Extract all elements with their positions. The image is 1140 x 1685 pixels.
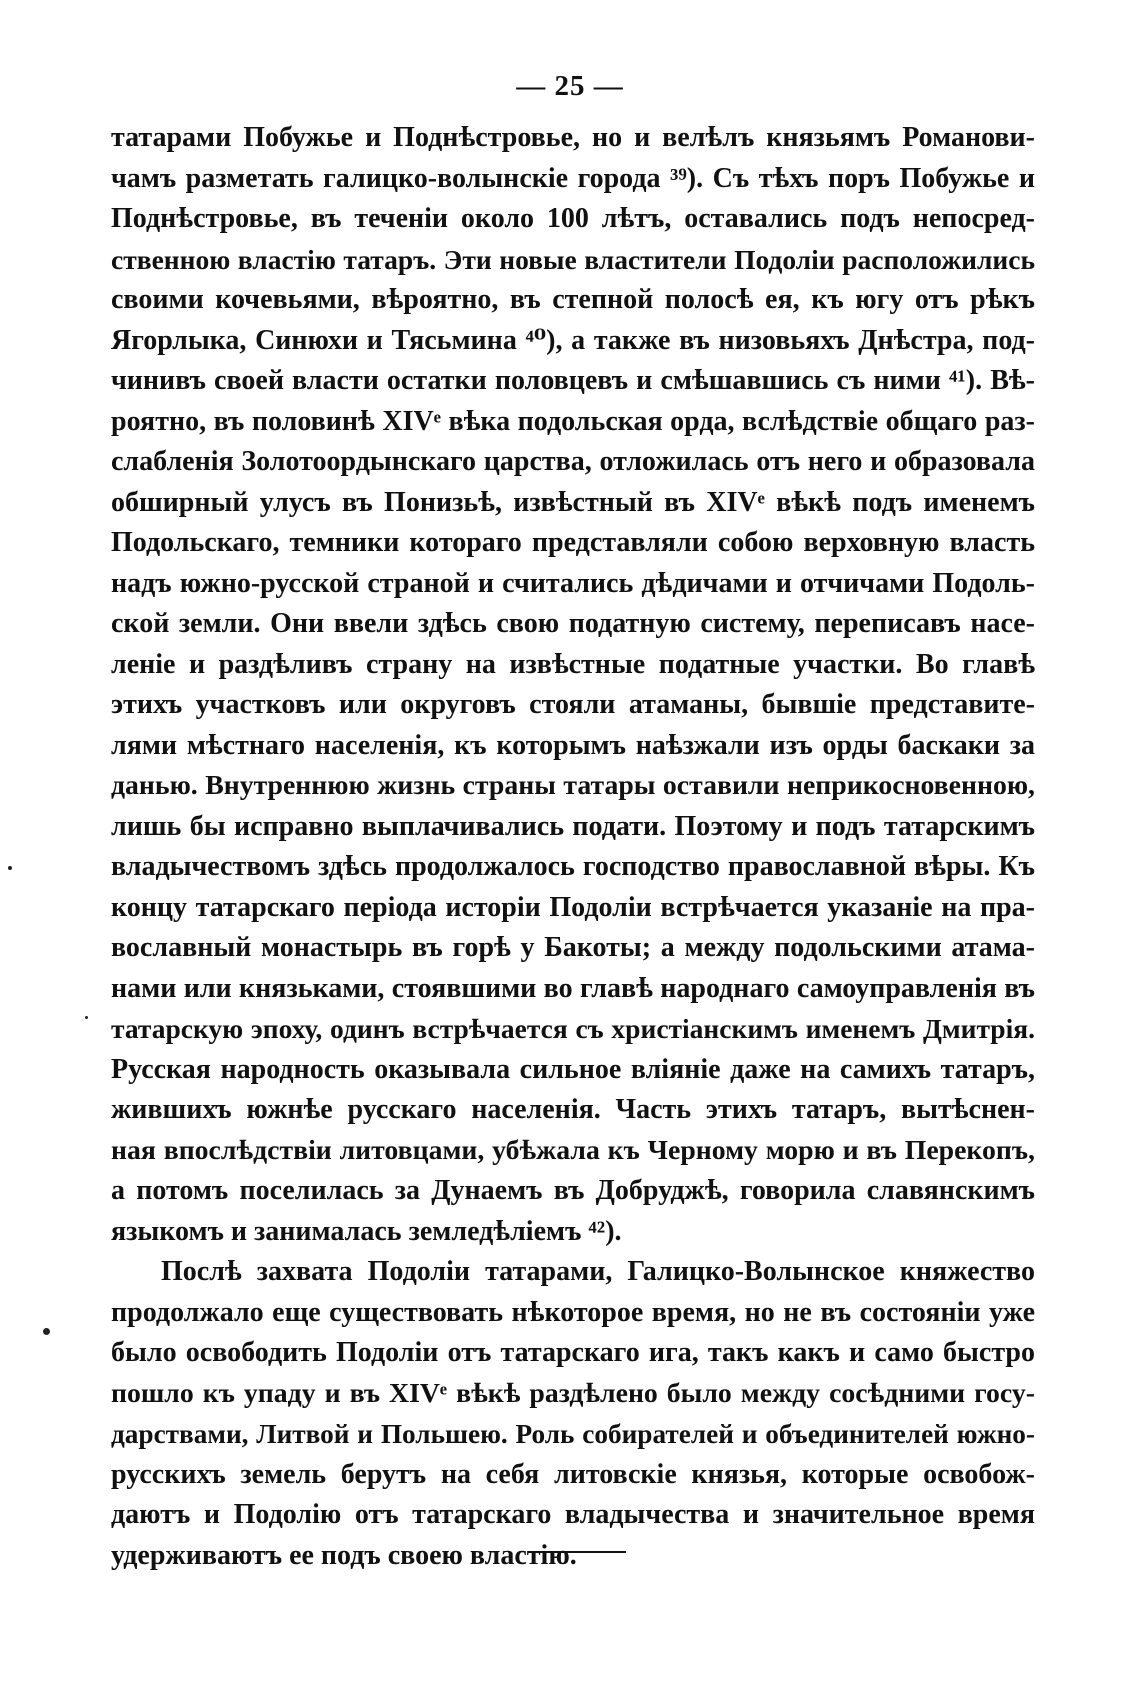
paragraph-end-line: удерживаютъ ее подъ своею властію. [111,1539,577,1571]
text-line: а потомъ поселилась за Дунаемъ въ Добруджѣ, говорила славянскимъ [111,1175,1035,1206]
text-line: было освободить Подоліи отъ татарскаго ига, такъ какъ и само быстро [111,1337,1035,1368]
text-line: лишь бы исправно выплачивались подати. Поэтому и подъ татарскимъ [111,810,1035,842]
text-line: Русская народность оказывала сильное вліяніе даже на самихъ татаръ, [111,1053,1035,1085]
text-line: обширный улусъ въ Понизьѣ, извѣстный въ XIVᵉ вѣкѣ подъ именемъ [111,486,1035,518]
text-line: ской земли. Они ввели здѣсь свою податную систему, переписавъ насе- [111,608,1035,639]
text-line: концу татарскаго періода исторіи Подоліи встрѣчается указаніе на пра- [111,891,1035,923]
text-line: даютъ и Подолію отъ татарскаго владычества и значительное время [111,1499,1035,1530]
body-text [111,118,1035,1576]
page-number: — 25 — [516,70,624,102]
text-line: слабленія Золотоордынскаго царства, отложилась отъ него и образовала [111,446,1035,477]
text-line: чамъ разметать галицко-волынскіе города ³⁹). Съ тѣхъ поръ Побужье и [111,162,1035,194]
ink-speck [85,1016,88,1019]
paragraph-first-line: Послѣ захвата Подоліи татарами, Галицко-Волынское княжество [161,1256,1035,1287]
text-line: татарскую эпоху, одинъ встрѣчается съ христіанскимъ именемъ Дмитрія. [111,1013,1035,1044]
text-line: своими кочевьями, вѣроятно, въ степной полосѣ ея, къ югу отъ рѣкъ [111,284,1035,315]
text-line: дарствами, Литвой и Польшею. Роль собирателей и объединителей южно- [111,1419,1035,1449]
end-rule [528,1551,626,1553]
text-line: лями мѣстнаго населенія, къ которымъ наѣзжали изъ орды баскаки за [111,729,1035,761]
ink-speck [8,866,12,870]
text-line: татарами Побужье и Поднѣстровье, но и велѣлъ князьямъ Романови- [111,122,1035,153]
text-line: данью. Внутреннюю жизнь страны татары оставили неприкосновенною, [111,770,1035,801]
text-line: этихъ участковъ или округовъ стояли атаманы, бывшіе представите- [111,689,1035,720]
text-line: роятно, въ половинѣ XIVᵉ вѣка подольская орда, вслѣдствіе общаго раз- [111,405,1035,437]
text-line: леніе и раздѣливъ страну на извѣстные податные участки. Во главѣ [111,648,1035,680]
text-line: продолжало еще существовать нѣкоторое время, но не въ состояніи уже [111,1296,1035,1328]
text-line: вославный монастырь въ горѣ у Бакоты; а между подольскими атама- [111,932,1035,963]
text-line: пошло къ упаду и въ XIVᵉ вѣкѣ раздѣлено было между сосѣдними госу- [111,1377,1035,1409]
text-line: ная впослѣдствіи литовцами, убѣжала къ Черному морю и въ Перекопъ, [111,1134,1035,1166]
text-line: нами или князьками, стоявшими во главѣ народнаго самоуправленія въ [111,972,1035,1004]
text-line: владычествомъ здѣсь продолжалось господство православной вѣры. Къ [111,851,1035,882]
text-line: надъ южно-русской страной и считались дѣдичами и отчичами Подоль- [111,567,1035,599]
text-line: жившихъ южнѣе русскаго населенія. Часть этихъ татаръ, вытѣснен- [111,1094,1035,1125]
text-line: Подольскаго, темники котораго представляли собою верховную власть [111,527,1035,558]
text-line: Ягорлыка, Синюхи и Тясьмина ⁴⁰), а также въ низовьяхъ Днѣстра, под- [111,324,1035,356]
text-line: чинивъ своей власти остатки половцевъ и смѣшавшись съ ними ⁴¹). Вѣ- [111,365,1035,396]
text-line: Поднѣстровье, въ теченіи около 100 лѣтъ, оставались подъ непосред- [111,203,1035,234]
text-line: ственною властію татаръ. Эти новые властители Подоліи расположились [111,243,1035,275]
ink-speck [43,1328,50,1335]
paragraph-end-line: языкомъ и занималась земледѣліемъ ⁴²). [111,1215,622,1247]
text-line: русскихъ земель берутъ на себя литовскіе князья, которые освобож- [111,1458,1035,1490]
